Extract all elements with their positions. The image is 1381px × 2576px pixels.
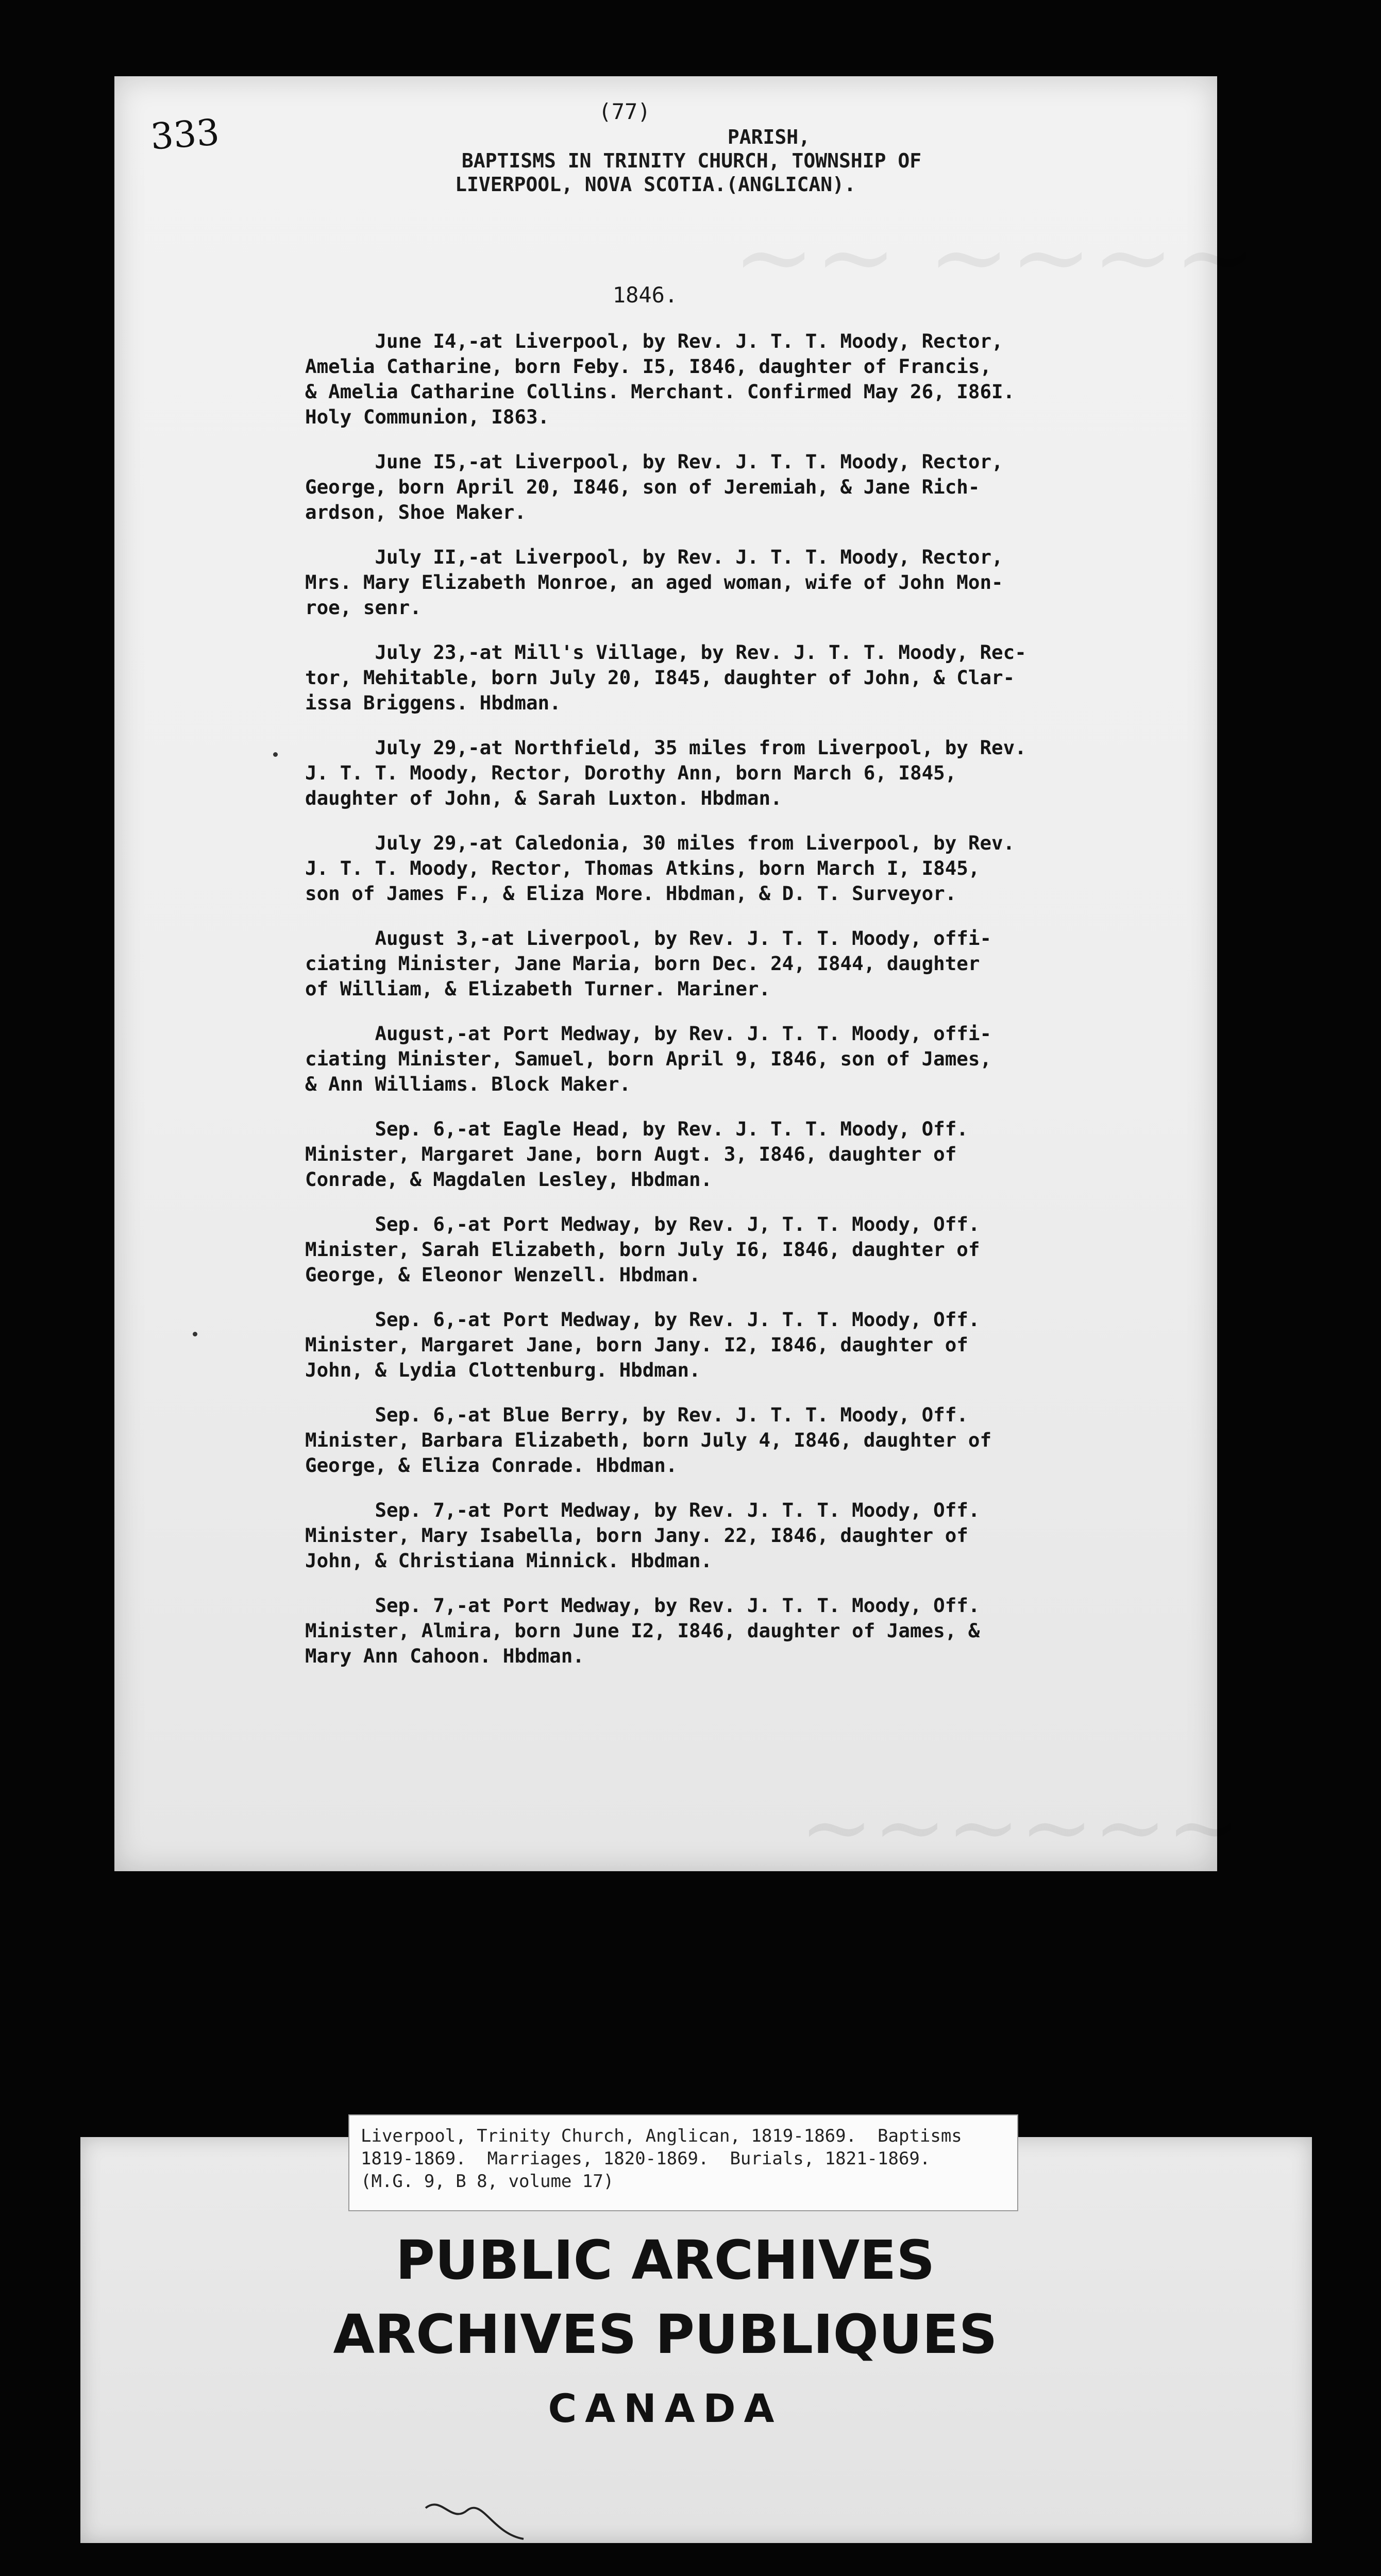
bleed-through-text: ~~ ~~~~: [733, 200, 1256, 314]
pen-scribble-mark: [420, 2493, 534, 2544]
header-title: BAPTISMS IN TRINITY CHURCH, TOWNSHIP OF: [461, 149, 922, 172]
public-archives-title: PUBLIC ARCHIVES: [395, 2229, 935, 2292]
baptism-entry: June I4,-at Liverpool, by Rev. J. T. T. Moody, Rector, Amelia Catharine, born Feby. I5, I846, daughter of Francis, & Amelia Catharine Collins. Merchant. Confirmed May 26, I86I. Holy Communion, I863.: [305, 330, 1015, 428]
ink-speck: [193, 1332, 197, 1336]
document-page: [114, 76, 1256, 1878]
baptism-entry: August,-at Port Medway, by Rev. J. T. T. Moody, offi- ciating Minister, Samuel, born April 9, I846, son of James, & Ann Williams. Block Maker.: [305, 1022, 992, 1095]
folio-number: 333: [149, 111, 221, 158]
baptism-entry: July II,-at Liverpool, by Rev. J. T. T. Moody, Rector, Mrs. Mary Elizabeth Monroe, an aged woman, wife of John Mon- roe, senr.: [305, 546, 1003, 619]
baptism-entry: July 29,-at Northfield, 35 miles from Liverpool, by Rev. J. T. T. Moody, Rector, Dorothy Ann, born March 6, I845, daughter of John, & Sarah Luxton. Hbdman.: [305, 736, 1026, 809]
header-parish: PARISH,: [727, 126, 811, 148]
baptism-entry: July 23,-at Mill's Village, by Rev. J. T. T. Moody, Rec- tor, Mehitable, born July 20, I845, daughter of John, & Clar- issa Briggens. Hbdman.: [305, 641, 1026, 714]
bleed-through-text: ~~~~~~: [800, 1776, 1240, 1878]
baptism-entry: Sep. 6,-at Port Medway, by Rev. J, T. T. Moody, Off. Minister, Sarah Elizabeth, born July I6, I846, daughter of George, & Eleonor Wenzell. Hbdman.: [305, 1213, 980, 1286]
page-number: (77): [598, 99, 651, 124]
baptism-entry: Sep. 6,-at Blue Berry, by Rev. J. T. T. Moody, Off. Minister, Barbara Elizabeth, born July 4, I846, daughter of George, & Eliza Conrade. Hbdman.: [305, 1403, 992, 1477]
collection-label: Liverpool, Trinity Church, Anglican, 1819-1869. Baptisms 1819-1869. Marriages, 1820-1869. Burials, 1821-1869. (M.G. 9, B 8, volume 17): [348, 2114, 1018, 2211]
archives-target-card: [80, 2126, 1312, 2543]
baptism-entry: Sep. 7,-at Port Medway, by Rev. J. T. T. Moody, Off. Minister, Mary Isabella, born Jany. 22, I846, daughter of John, & Christiana Minnick. Hbdman.: [305, 1499, 980, 1572]
baptism-entry: Sep. 6,-at Port Medway, by Rev. J. T. T. Moody, Off. Minister, Margaret Jane, born Jany. I2, I846, daughter of John, & Lydia Clottenburg. Hbdman.: [305, 1308, 980, 1381]
ink-speck: [273, 752, 278, 757]
baptism-entry: Sep. 6,-at Eagle Head, by Rev. J. T. T. Moody, Off. Minister, Margaret Jane, born Augt. 3, I846, daughter of Conrade, & Magdalen Lesley, Hbdman.: [305, 1117, 968, 1191]
canada-title: CANADA: [548, 2385, 783, 2431]
baptism-entries: [305, 329, 1171, 1688]
baptism-entry: August 3,-at Liverpool, by Rev. J. T. T. Moody, offi- ciating Minister, Jane Maria, born Dec. 24, I844, daughter of William, & Elizabeth Turner. Mariner.: [305, 927, 992, 1000]
archives-publiques-title: ARCHIVES PUBLIQUES: [333, 2303, 998, 2366]
baptism-entry: July 29,-at Caledonia, 30 miles from Liverpool, by Rev. J. T. T. Moody, Rector, Thomas Atkins, born March I, I845, son of James F., & Eliza More. Hbdman, & D. T. Surveyor.: [305, 832, 1015, 905]
record-year: 1846.: [612, 282, 678, 308]
baptism-entry: June I5,-at Liverpool, by Rev. J. T. T. Moody, Rector, George, born April 20, I846, son of Jeremiah, & Jane Rich- ardson, Shoe Maker.: [305, 450, 1003, 523]
header-location: LIVERPOOL, NOVA SCOTIA.(ANGLICAN).: [455, 173, 856, 196]
baptism-entry: Sep. 7,-at Port Medway, by Rev. J. T. T. Moody, Off. Minister, Almira, born June I2, I846, daughter of James, & Mary Ann Cahoon. Hbdman.: [305, 1594, 980, 1667]
